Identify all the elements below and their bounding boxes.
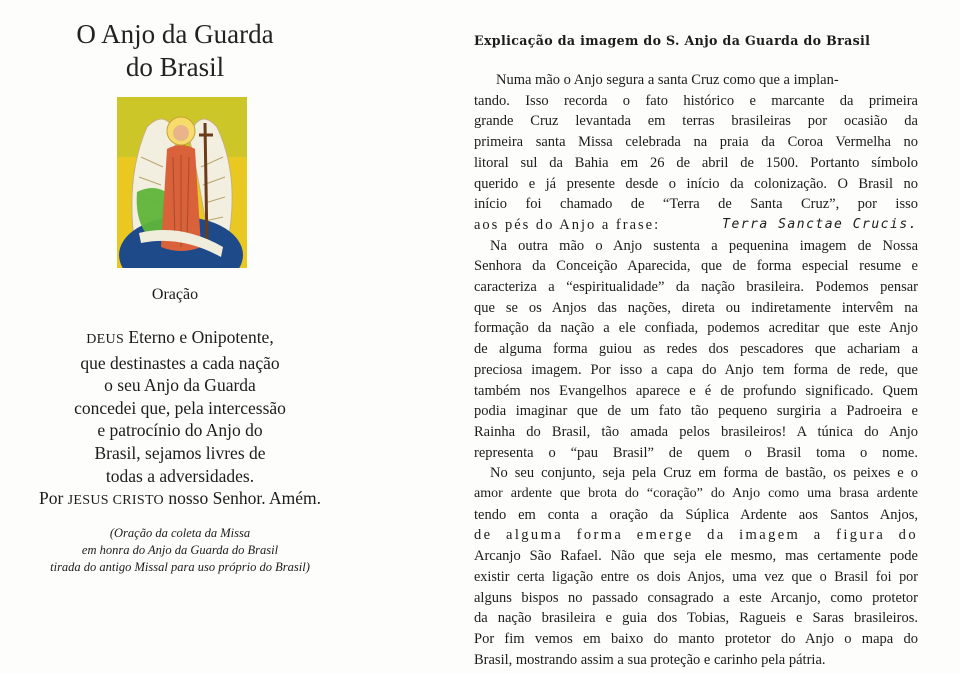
text-line: caracteriza a “espiritualidade” da nação brasileira. Podemos pensar [474,279,918,296]
prayer-line: Por JESUS CRISTO nosso Senhor. Amém. [38,488,322,509]
text-line: amor ardente que brota do “coração” do Anjo como uma brasa ardente [474,486,918,502]
text-line: tando. Isso recorda o fato histórico e marcante da primeira [474,92,918,109]
head [173,125,189,141]
explanation-heading: Explicação da imagem do S. Anjo da Guarda do Brasil [474,33,871,48]
text-line: preciosa imagem. Por isso a capa do Anjo tem forma de rede, que [474,361,918,378]
right-page [474,0,918,673]
page-title [0,18,350,84]
angel-icon-image [117,97,247,268]
left-page [0,0,360,673]
prayer-line: todas a adversidades. [105,465,255,486]
text-line: representa o “pau Brasil” de quem o Brasil toma o nome. [474,444,918,461]
text-line: início foi chamado de “Terra de Santa Cruz”, por isso [474,196,918,213]
text-line: alguns bispos no passado consagrado a este Arcanjo, como protetor [474,589,918,606]
explanation-body [474,70,918,670]
text-line: Arcanjo São Rafael. Não que seja ele mesmo, mas certamente pode [474,548,918,565]
prayer-heading: Oração [151,286,199,303]
text-line: No seu conjunto, seja pela Cruz em forma de bastão, os peixes e o [490,465,918,482]
text-line: Senhora da Conceição Aparecida, que de forma especial resume e [474,258,918,275]
prayer-line: Brasil, sejamos livres de [94,442,266,463]
text-line: Numa mão o Anjo segura a santa Cruz como que a implan- [496,72,839,88]
cross-staff [205,123,207,247]
text-line: Por fim vemos em baixo do manto protetor do Anjo o mapa do [474,630,918,647]
text-line: litoral sul da Bahia em 26 de abril de 1500. Portanto símbolo [474,154,918,171]
prayer-line: que destinastes a cada nação [80,352,280,373]
text-line: formação da nação a ele confiada, podemos acreditar que este Anjo [474,320,918,337]
title-line-2: do Brasil [125,52,225,82]
text-line: querido e já presente desde o início da colonização. O Brasil no [474,175,918,192]
text-line: Brasil, mostrando assim a sua proteção e carinho pela pátria. [474,651,826,668]
text-line: aos pés do Anjo a frase: Terra Sanctae Crucis. [474,216,918,233]
prayer-line: e patrocínio do Anjo do [97,420,263,441]
text-line: que se os Anjos das nações, direta ou indiretamente intervêm na [474,299,918,316]
title-line-1: O Anjo da Guarda [76,19,274,49]
text-line: da nação brasileira e guia dos Tobias, Ragueis e Saras brasileiros. [474,610,918,627]
prayer-source-note: (Oração da coleta da Missa em honra do Anjo da Guarda do Brasil tirada do antigo Missal para uso próprio do Brasil) [50,526,310,574]
text-line: podia imaginar que de um fato tão pequeno surgiria a Padroeira e [474,403,918,420]
prayer-text [0,326,360,513]
text-line: de alguma forma guiou as redes dos pescadores que achariam a [474,341,918,358]
text-line: grande Cruz levantada em terras brasileiras por ocasião da [474,113,918,130]
prayer-line: concedei que, pela intercessão [74,397,286,418]
prayer-line: o seu Anjo da Guarda [104,375,256,396]
text-line: tendo em conta a oração da Súplica Ardente aos Santos Anjos, [474,506,918,523]
text-line: Na outra mão o Anjo sustenta a pequenina imagem de Nossa [490,237,918,254]
text-line: também nos Evangelhos aparece e é de profundo significado. Quem [474,382,918,399]
text-line: primeira santa Missa celebrada na praia da Coroa Vermelha no [474,134,918,151]
text-line: existir certa ligação entre os dois Anjos, uma vez que o Brasil foi por [474,568,918,585]
text-line: de alguma forma emerge da imagem a figura do [474,527,918,544]
text-line: Rainha do Brasil, tão amada pelos brasileiros! A túnica do Anjo [474,423,918,440]
prayer-line: DEUS Eterno e Onipotente, [86,327,274,347]
